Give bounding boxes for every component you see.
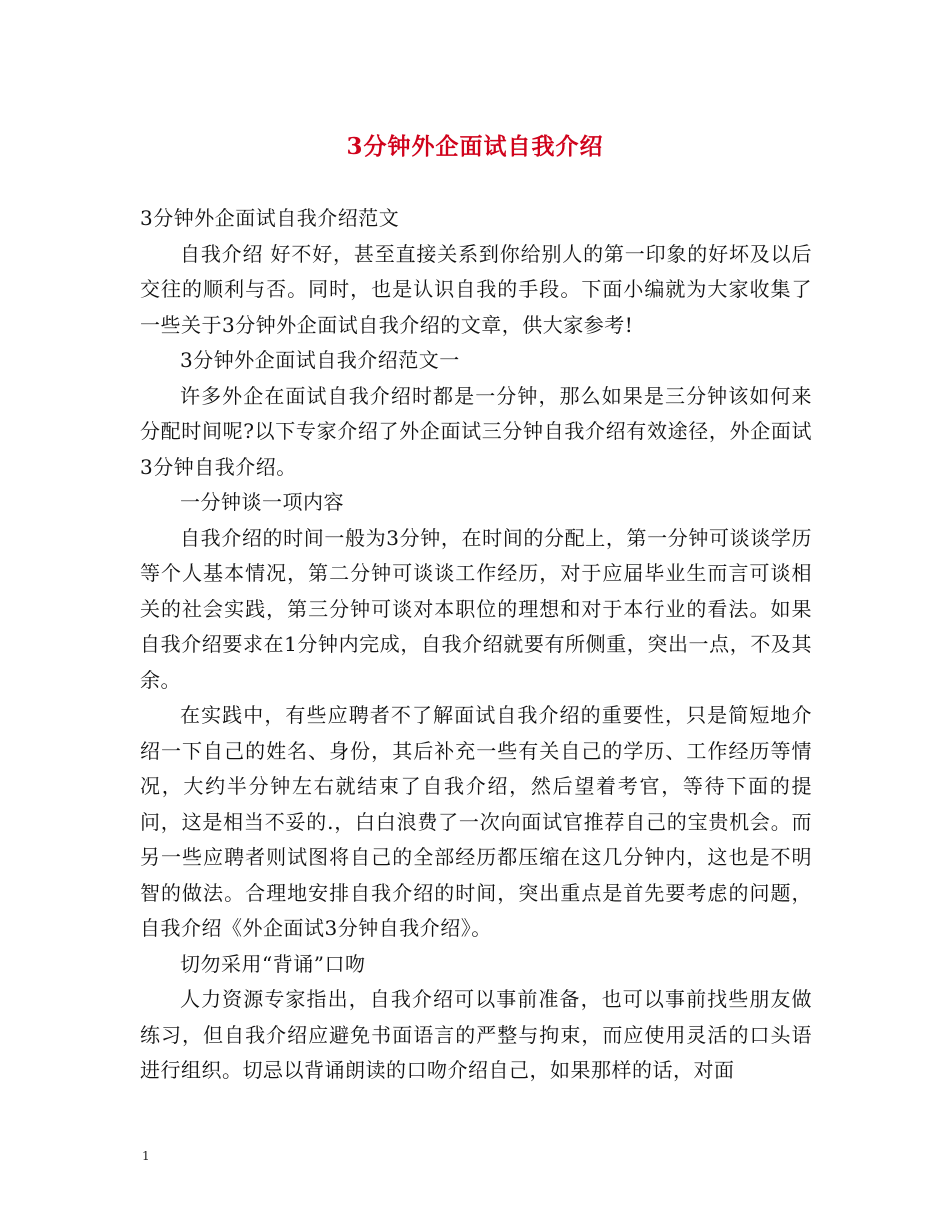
paragraph: 3分钟外企面试自我介绍范文一	[180, 348, 460, 372]
paragraph: 一分钟谈一项内容	[180, 490, 344, 514]
page-number: 1	[142, 1149, 150, 1163]
paragraph: 3分钟外企面试自我介绍范文	[140, 206, 400, 230]
paragraph: 自我介绍 好不好，甚至直接关系到你给别人的第一印象的好坏及以后交往的顺利与否。同时，也是认识自我的手段。下面小编就为大家收集了一些关于3分钟外企面试自我介绍的文章，供大家参考!	[140, 241, 812, 337]
paragraph: 在实践中，有些应聘者不了解面试自我介绍的重要性，只是简短地介绍一下自己的姓名、身份，其后补充一些有关自己的学历、工作经历等情况，大约半分钟左右就结束了自我介绍，然后望着考官，等待下面的提问，这是相当不妥的.，白白浪费了一次向面试官推荐自己的宝贵机会。而另一些应聘者则试图将自己的全部经历都压缩在这几分钟内，这也是不明智的做法。合理地安排自我介绍的时间，突出重点是首先要考虑的问题，自我介绍《外企面试3分钟自我介绍》。	[140, 703, 812, 940]
page-title: 3分钟外企面试自我介绍	[346, 133, 604, 160]
body-text	[140, 201, 812, 1089]
paragraph: 切勿采用“背诵”口吻	[180, 951, 366, 976]
paragraph: 自我介绍的时间一般为3分钟，在时间的分配上，第一分钟可谈谈学历等个人基本情况，第二分钟可谈谈工作经历，对于应届毕业生而言可谈相关的社会实践，第三分钟可谈对本职位的理想和对于本行业的看法。如果自我介绍要求在1分钟内完成，自我介绍就要有所侧重，突出一点，不及其余。	[140, 525, 812, 692]
paragraph: 人力资源专家指出，自我介绍可以事前准备，也可以事前找些朋友做练习，但自我介绍应避免书面语言的严整与拘束，而应使用灵活的口头语进行组织。切忌以背诵朗读的口吻介绍自己，如果那样的话，对面	[140, 987, 812, 1082]
paragraph: 许多外企在面试自我介绍时都是一分钟，那么如果是三分钟该如何来分配时间呢?以下专家介绍了外企面试三分钟自我介绍有效途径，外企面试3分钟自我介绍。	[140, 383, 812, 479]
